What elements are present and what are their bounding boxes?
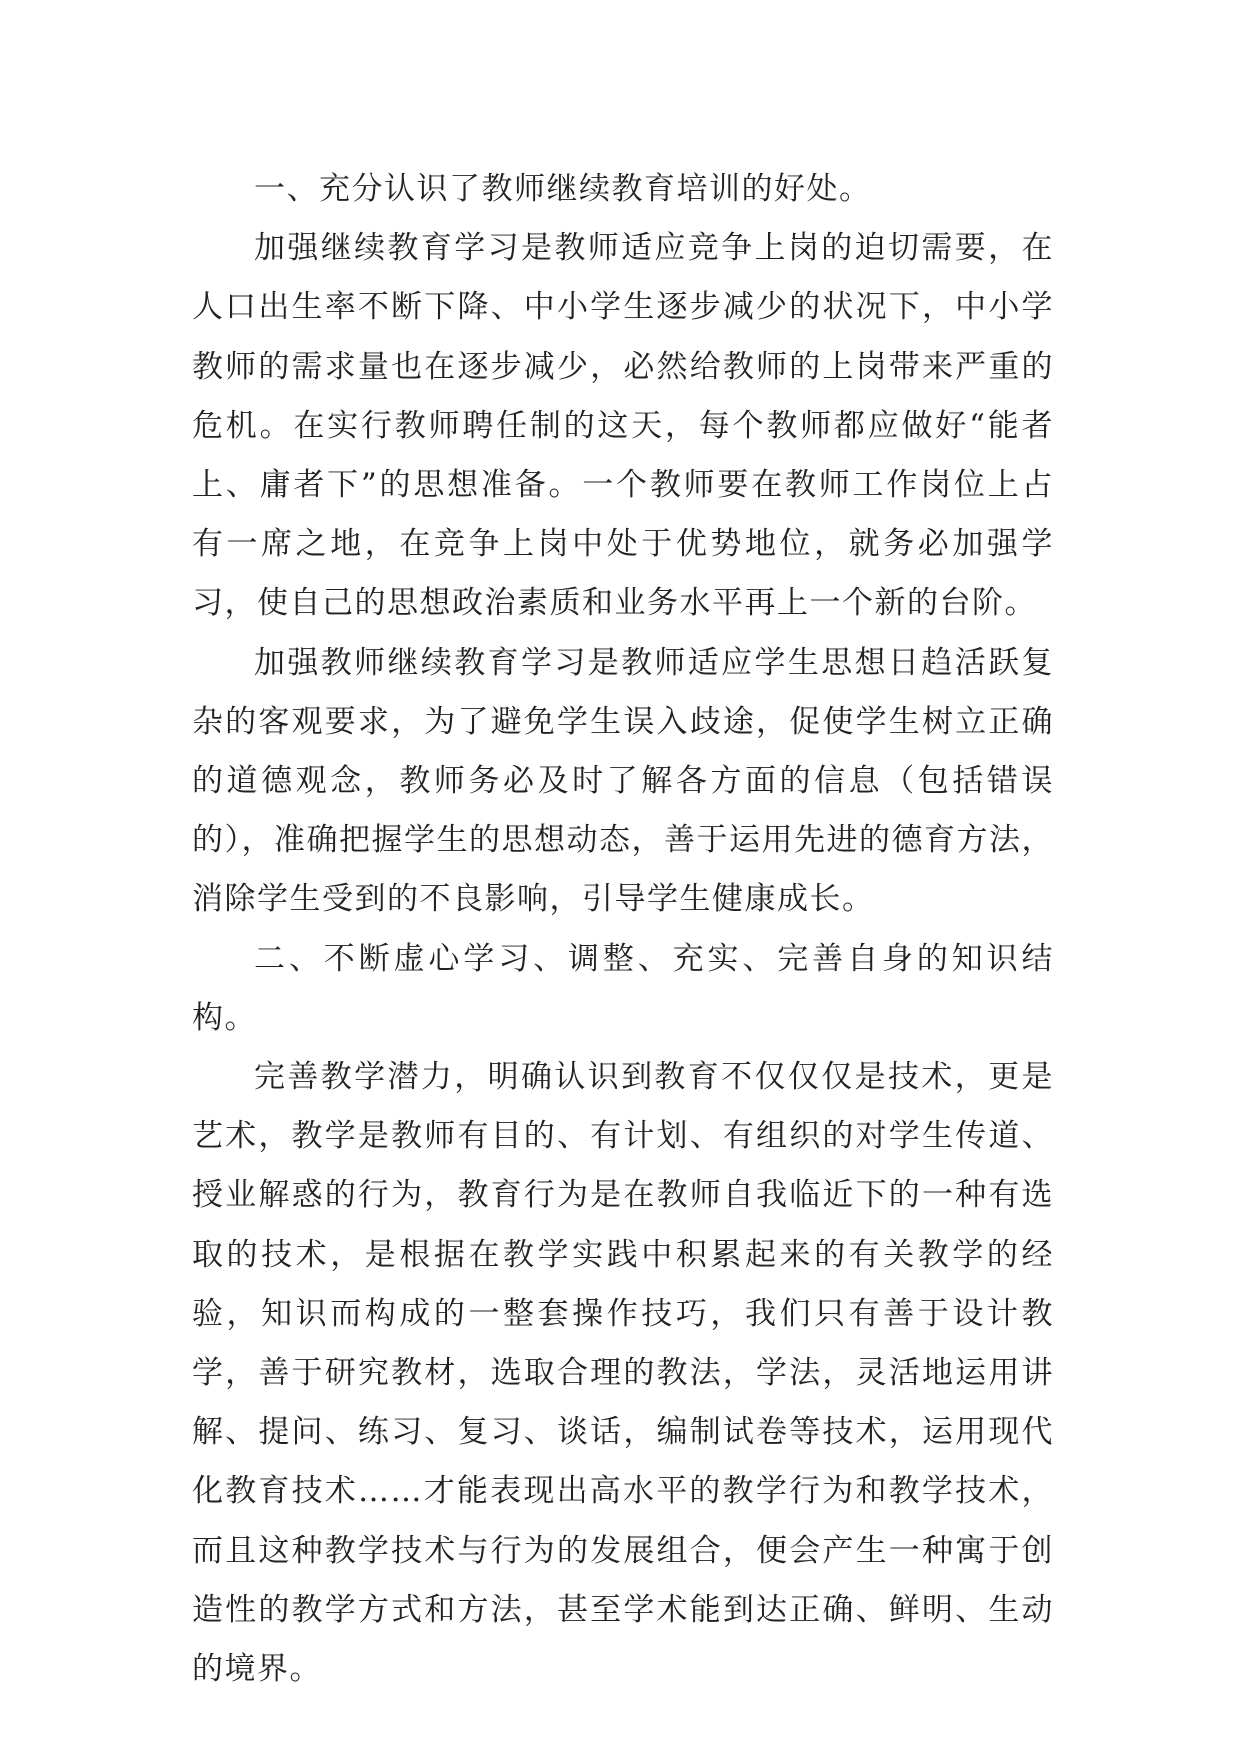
section-heading-1: 一、充分认识了教师继续教育培训的好处。	[254, 171, 872, 207]
document-body	[192, 160, 1054, 1699]
paragraph-student-thinking: 加强教师继续教育学习是教师适应学生思想日趋活跃复杂的客观要求，为了避免学生误入歧途，促使学生树立正确的道德观念，教师务必及时了解各方面的信息（包括错误的），准确把握学生的思想动态，善于运用先进的德育方法，消除学生受到的不良影响，引导学生健康成长。	[192, 644, 1054, 918]
paragraph-competition: 加强继续教育学习是教师适应竞争上岗的迫切需要，在人口出生率不断下降、中小学生逐步减少的状况下，中小学教师的需求量也在逐步减少，必然给教师的上岗带来严重的危机。在实行教师聘任制的这天，每个教师都应做好“能者上、庸者下”的思想准备。一个教师要在教师工作岗位上占有一席之地，在竞争上岗中处于优势地位，就务必加强学习，使自己的思想政治素质和业务水平再上一个新的台阶。	[192, 230, 1054, 622]
paragraph-teaching-skills: 完善教学潜力，明确认识到教育不仅仅仅是技术，更是艺术，教学是教师有目的、有计划、有组织的对学生传道、授业解惑的行为，教育行为是在教师自我临近下的一种有选取的技术，是根据在教学实践中积累起来的有关教学的经验，知识而构成的一整套操作技巧，我们只有善于设计教学，善于研究教材，选取合理的教法，学法，灵活地运用讲解、提问、练习、复习、谈话，编制试卷等技术，运用现代化教育技术……才能表现出高水平的教学行为和教学技术，而且这种教学技术与行为的发展组合，便会产生一种寓于创造性的教学方式和方法，甚至学术能到达正确、鲜明、生动的境界。	[192, 1059, 1054, 1688]
section-heading-2: 二、不断虚心学习、调整、充实、完善自身的知识结构。	[192, 940, 1054, 1036]
